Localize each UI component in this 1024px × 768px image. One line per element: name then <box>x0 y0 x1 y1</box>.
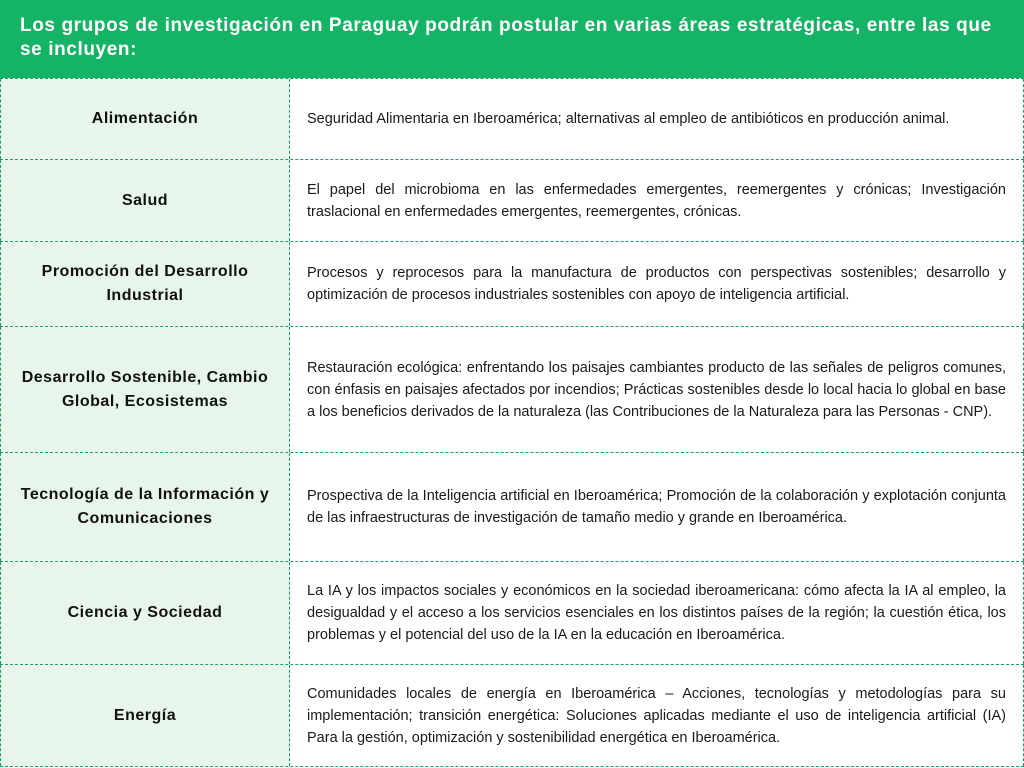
area-name: Alimentación <box>91 110 199 127</box>
area-name: Energía <box>113 706 177 724</box>
area-name: Desarrollo Sostenible, Cambio Global, Ecosistemas <box>21 368 269 410</box>
description-cell <box>290 242 1024 326</box>
area-cell <box>0 242 290 326</box>
header-banner <box>0 0 1024 78</box>
area-cell <box>0 453 290 561</box>
area-description: Restauración ecológica: enfrentando los paisajes cambiantes producto de las señales de peligros comunes, con énfasis en paisajes afectados por incendios; Prácticas sostenibles desde lo local hacia lo global en base a los beneficios derivados de la naturaleza (las Contribuciones de la Naturaleza para las Personas - CNP). <box>307 359 1006 420</box>
area-name: Tecnología de la Información y Comunicaciones <box>20 486 270 527</box>
area-name: Ciencia y Sociedad <box>67 604 223 621</box>
description-cell <box>290 327 1024 452</box>
description-cell <box>290 562 1024 664</box>
areas-table <box>0 78 1024 768</box>
table-row <box>0 664 1024 767</box>
area-name: Salud <box>121 191 169 209</box>
area-cell <box>0 327 290 452</box>
area-cell <box>0 665 290 766</box>
area-description: Procesos y reprocesos para la manufactura de productos con perspectivas sostenibles; desarrollo y optimización de procesos industriales sostenibles con apoyo de inteligencia artificial. <box>307 265 1006 303</box>
table-row <box>0 159 1024 241</box>
area-description: Comunidades locales de energía en Iberoamérica – Acciones, tecnologías y metodologías para su implementación; transición energética: Soluciones aplicadas mediante el uso de inteligencia artificial (IA) Para la gestión, optimización y sostenibilidad energética en Iberoamérica. <box>307 685 1006 746</box>
area-description: Seguridad Alimentaria en Iberoamérica; alternativas al empleo de antibióticos en producción animal. <box>307 111 950 127</box>
page-title: Los grupos de investigación en Paraguay podrán postular en varias áreas estratégicas, entre las que se incluyen: <box>20 15 992 60</box>
table-row <box>0 78 1024 159</box>
area-name: Promoción del Desarrollo Industrial <box>41 263 249 304</box>
area-description: El papel del microbioma en las enfermedades emergentes, reemergentes y crónicas; Investigación traslacional en enfermedades emergentes, reemergentes, crónicas. <box>307 181 1006 220</box>
area-cell <box>0 160 290 241</box>
table-row <box>0 326 1024 452</box>
table-row <box>0 452 1024 561</box>
area-cell <box>0 79 290 159</box>
area-description: Prospectiva de la Inteligencia artificial en Iberoamérica; Promoción de la colaboración y explotación conjunta de las infraestructuras de investigación de tamaño medio y grande en Iberoamérica. <box>307 488 1006 526</box>
description-cell <box>290 453 1024 561</box>
area-description: La IA y los impactos sociales y económicos en la sociedad iberoamericana: cómo afecta la IA al empleo, la desigualdad y el acceso a los servicios esenciales en los distintos países de la región; la cuestión ética, los problemas y el potencial del uso de la IA en la educación en Iberoamérica. <box>307 583 1006 643</box>
description-cell <box>290 79 1024 159</box>
description-cell <box>290 160 1024 241</box>
area-cell <box>0 562 290 664</box>
description-cell <box>290 665 1024 766</box>
table-row <box>0 561 1024 664</box>
table-row <box>0 241 1024 326</box>
